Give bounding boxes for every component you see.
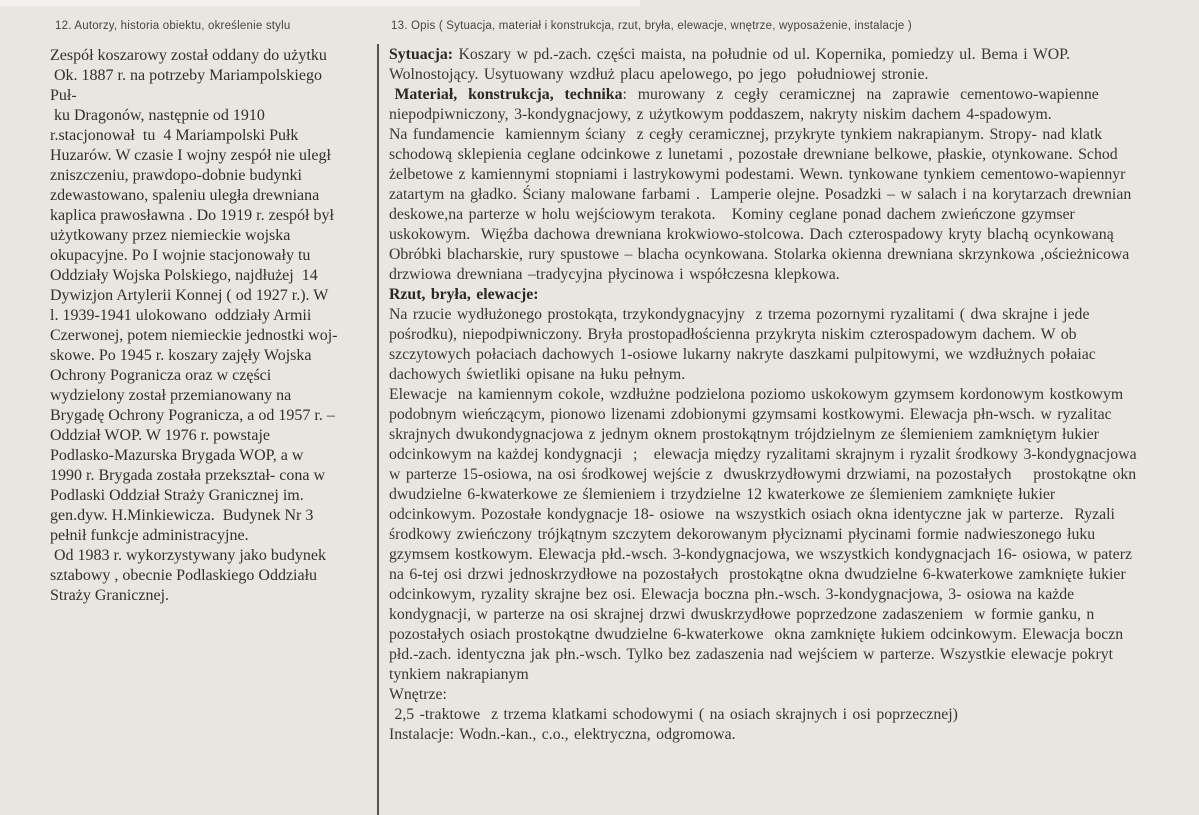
line-text: w parterze 15-osiowa, na osi środkowej wejście z dwuskrzydłowymi drzwiami, na pozostałych prostokątne okn: [389, 466, 1137, 483]
text-line: [389, 105, 1199, 125]
text-line: [389, 265, 1199, 285]
text-line: Brygadę Ochrony Pogranicza, a od 1957 r. –: [50, 407, 335, 424]
text-line: [389, 525, 1199, 545]
line-text: niepodpiwniczony, 3-kondygnacjowy, z użytkowym poddaszem, nakryty niskim dachem 4-spadowym.: [389, 106, 1052, 123]
section-12-header: 12. Autorzy, historia obiektu, określenie stylu: [55, 20, 291, 32]
text-line: [389, 685, 1199, 705]
text-line: skowe. Po 1945 r. koszary zajęły Wojska: [50, 347, 312, 364]
line-text: tynkiem nakrapianym: [389, 666, 529, 683]
section-13-header: 13. Opis ( Sytuacja, materiał i konstrukcja, rzut, bryła, elewacje, wnętrze, wyposażenie, instalacje ): [391, 20, 912, 32]
text-line: [389, 465, 1199, 485]
line-text: Wnętrze:: [389, 686, 447, 703]
line-text: podobnym wieńczącym, pionowo lizenami zdobionymi gzymsami kostkowymi. Elewacja płn-wsch. w ryzalitac: [389, 406, 1112, 423]
text-line: [389, 665, 1199, 685]
line-text: Elewacje na kamiennym cokole, wzdłużne podzielona poziomo uskokowym gzymsem kordonowym kostkowym: [389, 386, 1124, 403]
text-line: [389, 625, 1199, 645]
scan-edge-artifact: [0, 0, 640, 6]
text-line: Straży Granicznej.: [50, 587, 170, 604]
text-line: [389, 705, 1199, 725]
line-text: zatartym na gładko. Ściany malowane farbami . Lamperie olejne. Posadzki – w salach i na korytarzach drewnian: [389, 186, 1132, 203]
line-text: pośrodku), niepodpiwniczony. Bryła prostopadłościenna przykryta niskim czterospadowym dachem. W ob: [389, 326, 1077, 343]
text-line: Podlasko-Mazurska Brygada WOP, a w: [50, 447, 304, 464]
section-12-history-text: [50, 46, 378, 621]
text-line: [389, 145, 1199, 165]
text-line: Od 1983 r. wykorzystywany jako budynek: [50, 547, 326, 564]
text-line: [389, 85, 1199, 105]
line-text: gzymsem kostkowym. Elewacja płd.-wsch. 3-kondygnacjowa, we wszystkich kondygnacjach 16- osiowa, w paterz: [389, 546, 1132, 563]
text-line: Ok. 1887 r. na potrzeby Mariampolskiego: [50, 67, 322, 84]
text-line: okupacyjne. Po I wojnie stacjonowały tu: [50, 247, 311, 264]
text-line: [389, 505, 1199, 525]
line-text: odcinkowym. Pozostałe kondygnacje 18- osiowe na wszystkich osiach okna identyczne jak w parterze. Ryzali: [389, 506, 1115, 523]
text-line: [389, 385, 1199, 405]
text-line: Dywizjon Artylerii Konnej ( od 1927 r.). W: [50, 287, 329, 304]
text-line: zniszczeniu, prawdopo-dobnie budynki: [50, 167, 302, 184]
text-line: r.stacjonował tu 4 Mariampolski Pułk: [50, 127, 299, 144]
text-line: [389, 185, 1199, 205]
text-line: użytkowany przez niemieckie wojska: [50, 227, 291, 244]
bold-label: Rzut, bryła, elewacje:: [389, 286, 539, 303]
text-line: 1990 r. Brygada została przekształ- cona w: [50, 467, 326, 484]
text-line: [389, 285, 1199, 305]
text-line: [389, 645, 1199, 665]
line-text: odcinkowym, ryzality skrajne bez osi. Elewacja boczna płn.-wsch. 3-kondygnacjowa, 3- osiowa na każde: [389, 586, 1075, 603]
text-line: zdewastowano, spaleniu uległa drewniana: [50, 187, 320, 204]
text-line: [389, 605, 1199, 625]
text-line: Huzarów. W czasie I wojny zespół nie uległ: [50, 147, 331, 164]
line-text: odcinkowym na każdej kondygnacji ; elewacja między ryzalitami skrajnym i ryzalit środkowy 3-kondygnacjowa: [389, 446, 1137, 463]
text-line: Ochrony Pogranicza oraz w części: [50, 367, 272, 384]
line-text: : murowany z cegły ceramicznej na zaprawie cementowo-wapienne: [622, 86, 1099, 103]
text-line: pełnił funkcje administracyjne.: [50, 527, 249, 544]
line-text: kondygnacji, w parterze na osi skrajnej drzwi dwuskrzydłowe poprzedzone zadaszeniem w formie ganku, n: [389, 606, 1095, 623]
text-line: Czerwonej, potem niemieckie jednostki woj-: [50, 327, 338, 344]
line-text: Wolnostojący. Usytuowany wzdłuż placu apelowego, po jego południowej stronie.: [389, 66, 929, 83]
text-line: sztabowy , obecnie Podlaskiego Oddziału: [50, 567, 318, 584]
line-text: schodową sklepienia ceglane odcinkowe z lunetami , pozostałe drewniane belkowe, płaskie, otynkowane. Schod: [389, 146, 1118, 163]
text-line: gen.dyw. H.Minkiewicza. Budynek Nr 3: [50, 507, 314, 524]
text-line: [389, 405, 1199, 425]
text-line: [389, 65, 1199, 85]
line-text: środkowy zwieńczony trójkątnym szczytem dekorowanym płyciznami płycinami formie nadwieszonego łuku: [389, 526, 1096, 543]
text-line: Oddziały Wojska Polskiego, najdłużej 14: [50, 267, 318, 284]
line-text: na 6-tej osi drzwi jednoskrzydłowe na pozostałych prostokątne okna dwudzielne 6-kwaterkowe zamknięte łukier: [389, 566, 1126, 583]
text-line: [389, 365, 1199, 385]
line-text: szczytowych połaciach dachowych 1-osiowe lukarny nakryte daszkami pulpitowymi, we wzdłużnych połaiac: [389, 346, 1096, 363]
text-line: [389, 445, 1199, 465]
text-line: [389, 45, 1199, 65]
bold-label: Sytuacja:: [389, 46, 454, 63]
line-text: Na rzucie wydłużonego prostokąta, trzykondygnacyjny z trzema pozornymi ryzalitami ( dwa skrajne i jede: [389, 306, 1090, 323]
text-line: [389, 165, 1199, 185]
line-text: dachowych świetliki opisane na łuku pełnym.: [389, 366, 686, 383]
text-line: [389, 205, 1199, 225]
line-text: drzwiowa drewniana –tradycyjna płycinowa i współczesna klepkowa.: [389, 266, 840, 283]
text-line: [389, 725, 1199, 745]
line-text: płd.-zach. identyczna jak płn.-wsch. Tylko bez zadaszenia nad wejściem w parterze. Wszystkie elewacje pokryt: [389, 646, 1113, 663]
text-line: l. 1939-1941 ulokowano oddziały Armii: [50, 307, 312, 324]
line-text: deskowe,na parterze w holu wejściowym terakota. Kominy ceglane ponad dachem zwieńczone gzymser: [389, 206, 1075, 223]
line-text: pozostałych osiach prostokątne dwudzielne 6-kwaterkowe okna zamknięte łukiem odcinkowym. Elewacja boczn: [389, 626, 1124, 643]
text-line: ku Dragonów, następnie od 1910: [50, 107, 265, 124]
text-line: [389, 325, 1199, 345]
line-text: Na fundamencie kamiennym ściany z cegły ceramicznej, przykryte tynkiem nakrapianym. Stropy- nad klatk: [389, 126, 1103, 143]
line-text: żelbetowe z kamiennymi stopniami i lastrykowymi podestami. Wewn. tynkowane tynkiem cementowo-wapiennyr: [389, 166, 1126, 183]
line-text: Koszary w pd.-zach. części maista, na południe od ul. Kopernika, pomiedzy ul. Bema i WOP.: [453, 46, 1071, 63]
text-line: [389, 565, 1199, 585]
line-text: Instalacje: Wodn.-kan., c.o., elektryczna, odgromowa.: [389, 726, 736, 743]
text-line: Puł-: [50, 87, 77, 104]
line-text: skrajnych dwukondygnacjowa z jednym oknem prostokątnym trójdzielnym ze ślemieniem zamkniętym łukier: [389, 426, 1099, 443]
text-line: [389, 245, 1199, 265]
text-line: Zespół koszarowy został oddany do użytku: [50, 47, 327, 64]
text-line: [389, 425, 1199, 445]
text-line: [389, 125, 1199, 145]
section-13-description-text: [389, 45, 1199, 757]
line-text: 2,5 -traktowe z trzema klatkami schodowymi ( na osiach skrajnych i osi poprzecznej): [389, 706, 958, 723]
text-line: [389, 345, 1199, 365]
text-line: wydzielony został przemianowany na: [50, 387, 292, 404]
text-line: [389, 585, 1199, 605]
text-line: Oddział WOP. W 1976 r. powstaje: [50, 427, 270, 444]
text-line: [389, 225, 1199, 245]
line-text: dwudzielne 6-kwaterkowe ze ślemieniem i trzydzielne 12 kwaterkowe ze ślemieniem zamknięte łukier: [389, 486, 1056, 503]
text-line: [389, 545, 1199, 565]
line-text: uskokowym. Więźba dachowa drewniana krokwiowo-stolcowa. Dach czterospadowy kryty blachą ocynkowaną: [389, 226, 1114, 243]
text-line: [389, 305, 1199, 325]
text-line: kaplica prawosławna . Do 1919 r. zespół był: [50, 207, 334, 224]
bold-label: Materiał, konstrukcja, technika: [389, 86, 623, 103]
line-text: Obróbki blacharskie, rury spustowe – blacha ocynkowana. Stolarka okienna drewniana skrzynkowa ,ościeżnicowa: [389, 246, 1130, 263]
text-line: Podlaski Oddział Straży Granicznej im.: [50, 487, 304, 504]
text-line: [389, 485, 1199, 505]
